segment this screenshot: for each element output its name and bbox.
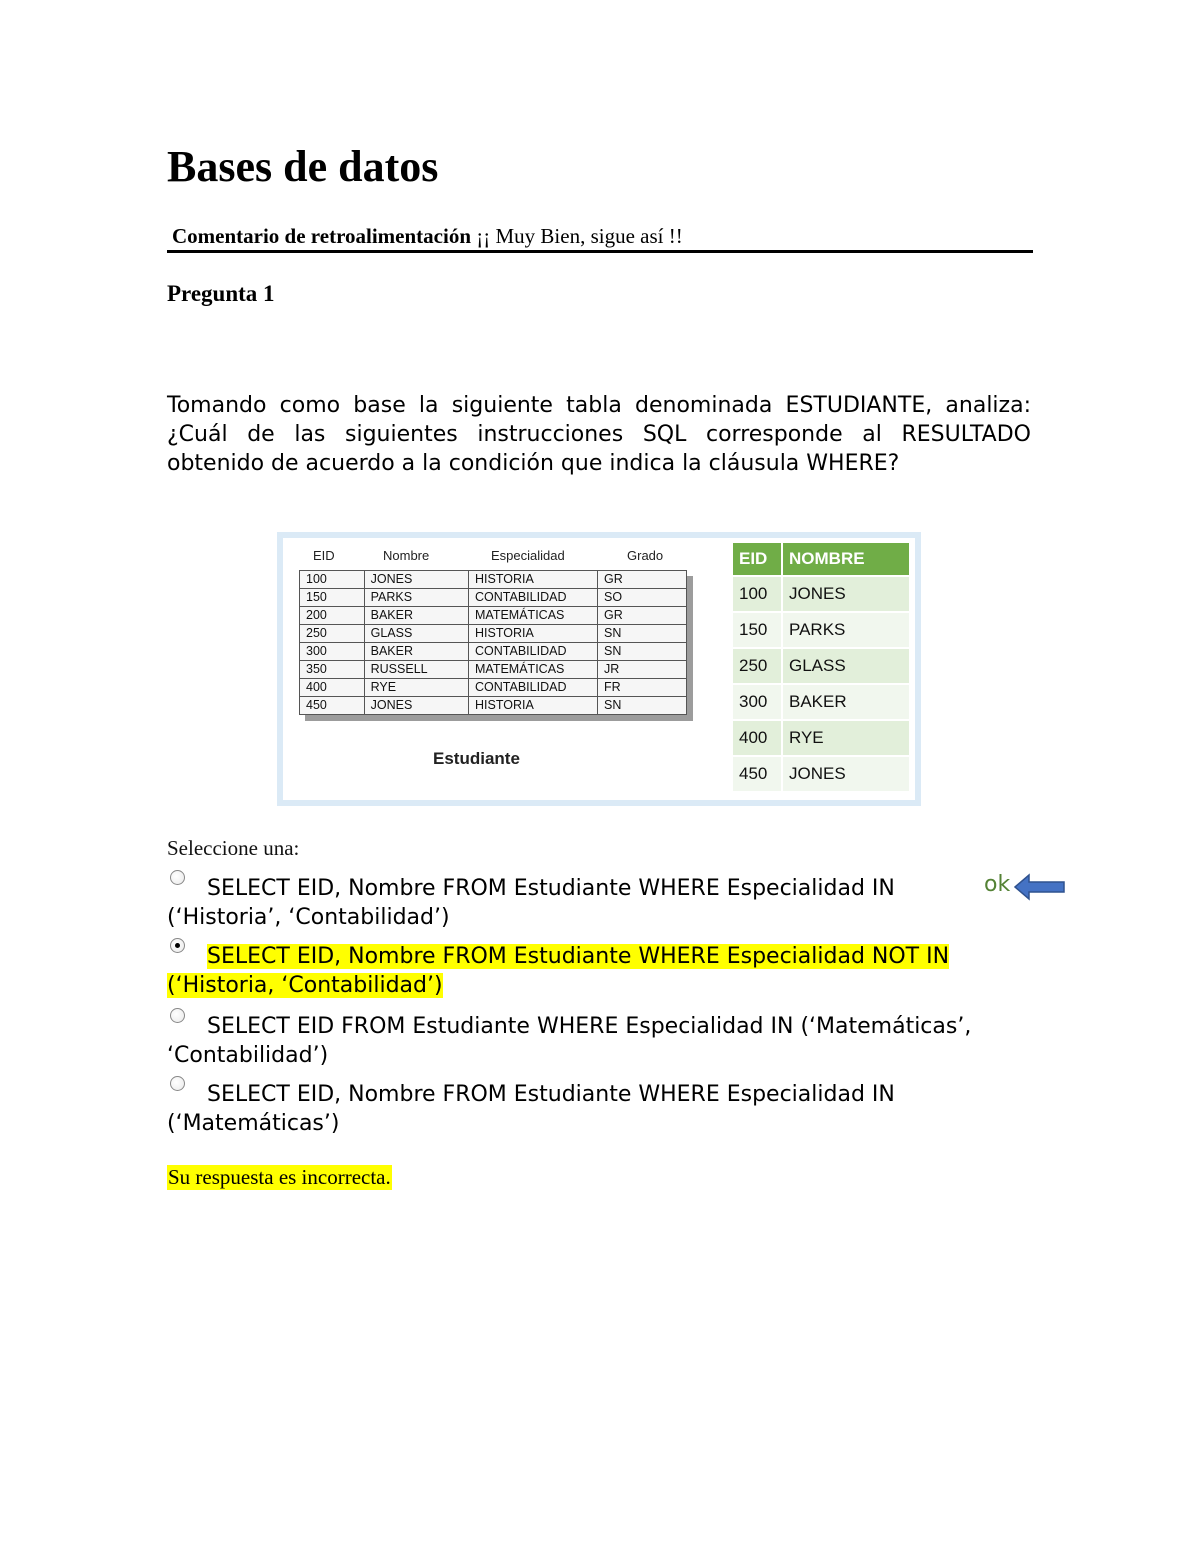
source-table-cell: RUSSELL (364, 661, 468, 679)
feedback-comment (167, 224, 1033, 253)
source-table-cell: 100 (300, 571, 365, 589)
source-table-row (300, 607, 687, 625)
result-cell-nombre: JONES (783, 757, 909, 791)
result-cell-eid: 400 (733, 721, 783, 755)
result-cell-eid: 100 (733, 577, 783, 611)
answer-option-2[interactable] (167, 942, 1047, 1000)
source-header-eid: EID (313, 548, 335, 563)
source-table-cell: SO (598, 589, 687, 607)
source-table-cell: 250 (300, 625, 365, 643)
source-table-cell: 300 (300, 643, 365, 661)
result-cell-nombre: PARKS (783, 613, 909, 647)
source-table-cell: CONTABILIDAD (469, 679, 598, 697)
source-table-cell: JONES (364, 697, 468, 715)
result-cell-nombre: BAKER (783, 685, 909, 719)
question-number: Pregunta 1 (167, 281, 275, 306)
source-table-row (300, 661, 687, 679)
source-table-cell: JR (598, 661, 687, 679)
source-header-especialidad: Especialidad (491, 548, 565, 563)
select-prompt: Seleccione una: (167, 836, 300, 860)
source-table-row (300, 589, 687, 607)
result-table-row (733, 685, 909, 719)
source-table-cell: HISTORIA (469, 571, 598, 589)
result-table-row (733, 721, 909, 755)
source-table-caption: Estudiante (433, 749, 520, 768)
result-table-row (733, 613, 909, 647)
answer-option-3-line1: SELECT EID FROM Estudiante WHERE Especialidad IN (‘Matemáticas’, (207, 1014, 972, 1039)
source-table-cell: SN (598, 625, 687, 643)
radio-option-4[interactable] (170, 1076, 185, 1091)
answer-option-4-line1: SELECT EID, Nombre FROM Estudiante WHERE Especialidad IN (207, 1082, 895, 1107)
answer-option-2-line2: (‘Historia, ‘Contabilidad’) (167, 973, 443, 998)
source-table-cell: BAKER (364, 643, 468, 661)
answer-option-4[interactable] (167, 1080, 1047, 1138)
result-table (733, 541, 909, 793)
left-arrow-icon (1014, 873, 1066, 901)
source-header-nombre: Nombre (383, 548, 430, 563)
source-table-cell: 150 (300, 589, 365, 607)
question-text: Tomando como base la siguiente tabla denominada ESTUDIANTE, analiza: ¿Cuál de las siguientes instrucciones SQL corresponde al RESULTADO obtenido de acuerdo a la condición que indica la cláusula WHERE? (167, 393, 1031, 476)
result-cell-eid: 450 (733, 757, 783, 791)
result-table-row (733, 577, 909, 611)
source-table-row (300, 571, 687, 589)
source-table-cell: GR (598, 607, 687, 625)
radio-option-1[interactable] (170, 870, 185, 885)
source-table-cell: 400 (300, 679, 365, 697)
source-table-cell: MATEMÁTICAS (469, 661, 598, 679)
result-cell-eid: 250 (733, 649, 783, 683)
radio-option-3[interactable] (170, 1008, 185, 1023)
answer-option-3[interactable] (167, 1012, 1047, 1070)
correct-answer-mark: ok (984, 872, 1011, 897)
radio-option-2-selected[interactable] (170, 938, 185, 953)
source-table-cell: BAKER (364, 607, 468, 625)
page-title: Bases de datos (167, 142, 439, 191)
result-cell-nombre: JONES (783, 577, 909, 611)
answer-option-4-line2: (‘Matemáticas’) (167, 1111, 340, 1136)
source-table-row (300, 625, 687, 643)
feedback-text: ¡¡ Muy Bien, sigue así !! (476, 224, 683, 248)
result-table-row (733, 757, 909, 791)
question-figure (277, 532, 921, 806)
answer-option-1-line2: (‘Historia’, ‘Contabilidad’) (167, 905, 450, 930)
result-message: Su respuesta es incorrecta. (168, 1165, 391, 1189)
source-table-cell: MATEMÁTICAS (469, 607, 598, 625)
source-table-cell: HISTORIA (469, 697, 598, 715)
source-header-grado: Grado (627, 548, 664, 563)
source-table-cell: GLASS (364, 625, 468, 643)
answer-option-3-line2: ‘Contabilidad’) (167, 1043, 329, 1068)
result-table-row (733, 649, 909, 683)
source-table-row (300, 643, 687, 661)
source-table-row (300, 697, 687, 715)
source-table-cell: GR (598, 571, 687, 589)
source-table-figure (297, 544, 699, 794)
result-header-eid: EID (733, 543, 783, 575)
source-table-row (300, 679, 687, 697)
source-table-cell: FR (598, 679, 687, 697)
result-header-nombre: NOMBRE (783, 543, 909, 575)
source-table-cell: CONTABILIDAD (469, 589, 598, 607)
answer-option-1[interactable] (167, 874, 1047, 932)
result-cell-nombre: RYE (783, 721, 909, 755)
source-table-cell: RYE (364, 679, 468, 697)
result-cell-eid: 300 (733, 685, 783, 719)
source-table-cell: CONTABILIDAD (469, 643, 598, 661)
source-table-cell: 200 (300, 607, 365, 625)
feedback-label: Comentario de retroalimentación (172, 224, 471, 248)
source-table-cell: 350 (300, 661, 365, 679)
source-table (299, 570, 687, 715)
answer-option-1-line1: SELECT EID, Nombre FROM Estudiante WHERE Especialidad IN (207, 876, 895, 901)
result-cell-nombre: GLASS (783, 649, 909, 683)
source-table-cell: PARKS (364, 589, 468, 607)
result-cell-eid: 150 (733, 613, 783, 647)
source-table-cell: HISTORIA (469, 625, 598, 643)
source-table-cell: SN (598, 643, 687, 661)
source-table-cell: JONES (364, 571, 468, 589)
source-table-cell: 450 (300, 697, 365, 715)
source-table-cell: SN (598, 697, 687, 715)
answer-option-2-line1: SELECT EID, Nombre FROM Estudiante WHERE Especialidad NOT IN (207, 944, 950, 969)
